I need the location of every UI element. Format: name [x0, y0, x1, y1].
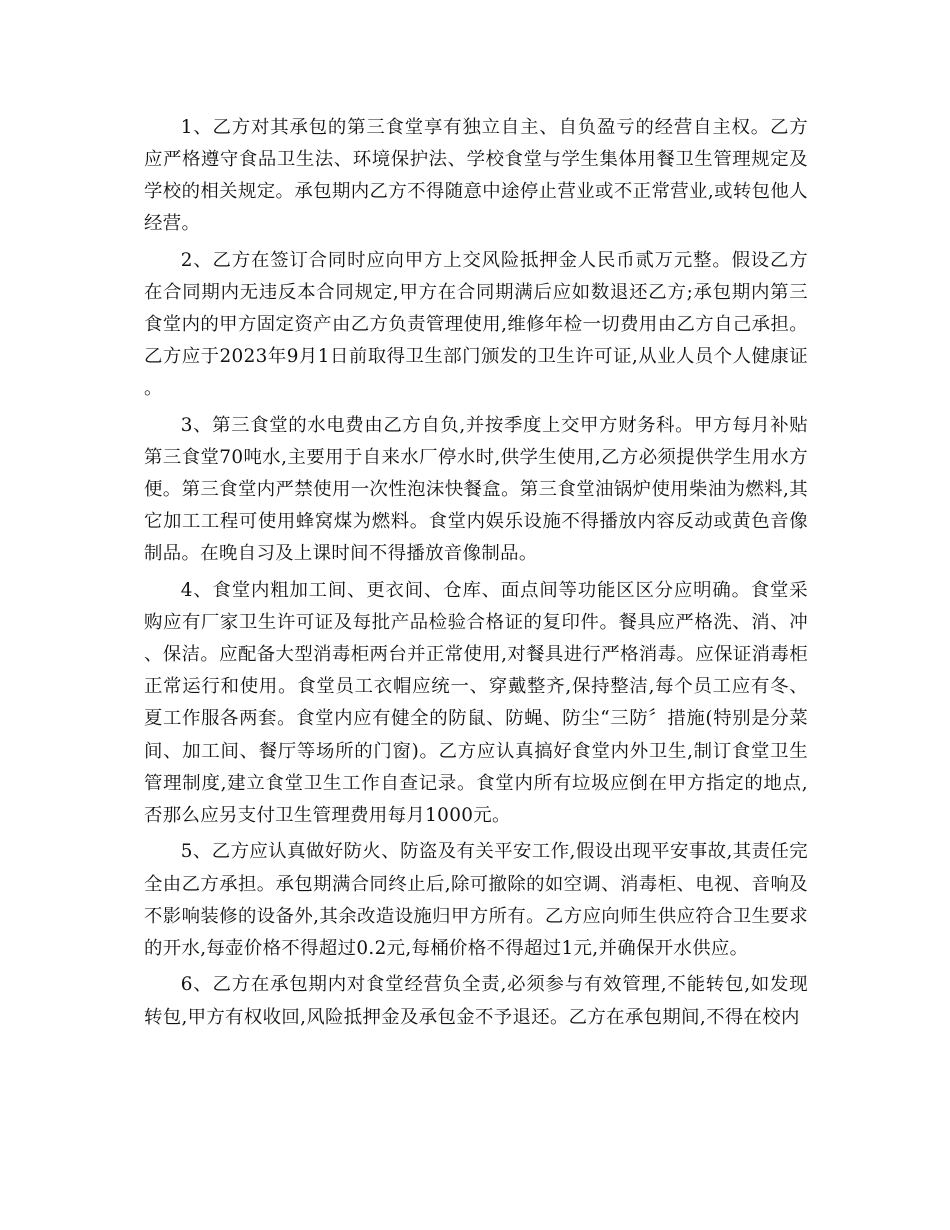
paragraph-4: 4、食堂内粗加工间、更衣间、仓库、面点间等功能区区分应明确。食堂采购应有厂家卫生许可证及每批产品检验合格证的复印件。餐具应严格洗、消、冲、保洁。应配备大型消毒柜两台并正常使用,对餐具进行严格消毒。应保证消毒柜正常运行和使用。食堂员工衣帽应统一、穿戴整齐,保持整洁,每个员工应有冬、夏工作服各两套。食堂内应有健全的防鼠、防蝇、防尘“三防〞措施(特别是分菜间、加工间、餐厅等场所的门窗)。乙方应认真搞好食堂内外卫生,制订食堂卫生管理制度,建立食堂卫生工作自查记录。食堂内所有垃圾应倒在甲方指定的地点,否那么应另支付卫生管理费用每月1000元。 — [144, 580, 808, 826]
document-body — [144, 112, 808, 1038]
paragraph-2: 2、乙方在签订合同时应向甲方上交风险抵押金人民币贰万元整。假设乙方在合同期内无违反本合同规定,甲方在合同期满后应如数退还乙方;承包期内第三食堂内的甲方固定资产由乙方负责管理使用,维修年检一切费用由乙方自己承担。乙方应于2023年9月1日前取得卫生部门颁发的卫生许可证,从业人员个人健康证。 — [144, 249, 808, 400]
paragraph-5: 5、乙方应认真做好防火、防盗及有关平安工作,假设出现平安事故,其责任完全由乙方承担。承包期满合同终止后,除可撤除的如空调、消毒柜、电视、音响及不影响装修的设备外,其余改造设施归甲方所有。乙方应向师生供应符合卫生要求的开水,每壶价格不得超过0.2元,每桶价格不得超过1元,并确保开水供应。 — [144, 841, 808, 959]
paragraph-1: 1、乙方对其承包的第三食堂享有独立自主、自负盈亏的经营自主权。乙方应严格遵守食品卫生法、环境保护法、学校食堂与学生集体用餐卫生管理规定及学校的相关规定。承包期内乙方不得随意中途停止营业或不正常营业,或转包他人经营。 — [144, 117, 808, 235]
paragraph-3: 3、第三食堂的水电费由乙方自负,并按季度上交甲方财务科。甲方每月补贴第三食堂70吨水,主要用于自来水厂停水时,供学生使用,乙方必须提供学生用水方便。第三食堂内严禁使用一次性泡沫快餐盒。第三食堂油锅炉使用柴油为燃料,其它加工工程可使用蜂窝煤为燃料。食堂内娱乐设施不得播放内容反动或黄色音像制品。在晚自习及上课时间不得播放音像制品。 — [144, 415, 808, 565]
paragraph-6: 6、乙方在承包期内对食堂经营负全责,必须参与有效管理,不能转包,如发现转包,甲方有权收回,风险抵押金及承包金不予退还。乙方在承包期间,不得在校内 — [144, 974, 808, 1028]
